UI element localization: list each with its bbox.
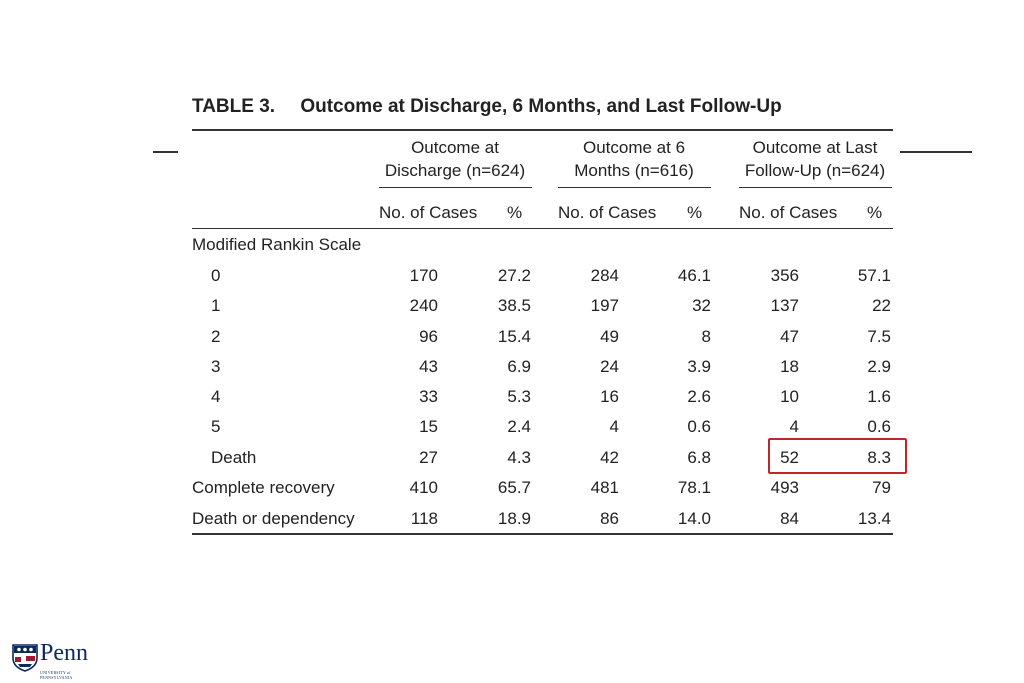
row-label: Death or dependency: [192, 509, 355, 528]
table-cell: 79: [872, 478, 891, 497]
table-cell: 118: [410, 509, 438, 528]
subheader-pct-last-follow-up: %: [867, 203, 883, 222]
row-label: Death: [211, 448, 257, 467]
table-cell: 410: [409, 478, 438, 497]
table-cell: 8.3: [867, 448, 891, 467]
table-cell: 240: [409, 296, 438, 315]
table-cell: 0.6: [687, 417, 711, 436]
row-label: Complete recovery: [192, 478, 335, 497]
table-cell: 6.8: [687, 448, 711, 467]
table-cell: 57.1: [857, 266, 891, 285]
group-header-line1: Outcome at 6: [582, 138, 686, 157]
subheader-cases-last-follow-up: No. of Cases: [739, 203, 838, 222]
table-bottom-rule: [192, 533, 893, 535]
group-header-line2: Months (n=616): [574, 161, 694, 180]
row-label: 1: [211, 296, 221, 315]
group-rule-6-months: [558, 187, 711, 188]
table-cell: 10: [780, 387, 799, 406]
table-cell: 27: [419, 448, 438, 467]
group-header-6-months: [551, 138, 717, 181]
table-cell: 5.3: [507, 387, 531, 406]
table-cell: 2.6: [687, 387, 711, 406]
table-cell: 42: [600, 448, 619, 467]
table-cell: 4: [609, 417, 619, 436]
table-cell: 4.3: [507, 448, 531, 467]
table-cell: 1.6: [867, 387, 891, 406]
table-cell: 356: [770, 266, 799, 285]
logo-subtitle: UNIVERSITY of PENNSYLVANIA: [40, 670, 73, 680]
slide-line-right: [900, 151, 972, 153]
table-cell: 32: [692, 296, 711, 315]
group-header-line2: Discharge (n=624): [384, 161, 526, 180]
table-cell: 24: [600, 357, 619, 376]
table-cell: 13.4: [857, 509, 891, 528]
table-cell: 27.2: [497, 266, 531, 285]
table-cell: 52: [780, 448, 799, 467]
table-cell: 78.1: [677, 478, 711, 497]
table-cell: 0.6: [867, 417, 891, 436]
group-header-last-follow-up: [732, 138, 898, 181]
table-cell: 49: [600, 327, 619, 346]
section-label: Modified Rankin Scale: [192, 235, 362, 254]
group-header-discharge: [372, 138, 538, 181]
table-caption: Outcome at Discharge, 6 Months, and Last Follow-Up: [300, 96, 782, 117]
table-cell: 6.9: [507, 357, 531, 376]
table-label: TABLE 3.: [192, 96, 276, 117]
table-cell: 15: [419, 417, 438, 436]
table-cell: 7.5: [867, 327, 891, 346]
row-label: 4: [211, 387, 221, 406]
table-cell: 65.7: [497, 478, 531, 497]
group-header-line1: Outcome at: [411, 138, 499, 157]
table-cell: 15.4: [497, 327, 531, 346]
row-label: 3: [211, 357, 221, 376]
group-rule-discharge: [379, 187, 532, 188]
subheader-cases-6-months: No. of Cases: [558, 203, 657, 222]
table-cell: 197: [590, 296, 619, 315]
row-label: 2: [211, 327, 221, 346]
highlight-box: [768, 438, 907, 474]
table-cell: 2.9: [867, 357, 891, 376]
subheader-cases-discharge: No. of Cases: [379, 203, 478, 222]
logo-word: Penn: [40, 640, 88, 666]
table-cell: 137: [770, 296, 799, 315]
table-cell: 2.4: [507, 417, 531, 436]
table-cell: 38.5: [497, 296, 531, 315]
subheader-pct-6-months: %: [687, 203, 703, 222]
slide-line-left: [153, 151, 178, 153]
penn-logo: [12, 640, 104, 680]
table-cell: 43: [419, 357, 438, 376]
table-cell: 170: [409, 266, 438, 285]
group-header-line1: Outcome at Last: [752, 138, 878, 157]
table-cell: 33: [419, 387, 438, 406]
table-cell: 22: [872, 296, 891, 315]
table-cell: 16: [600, 387, 619, 406]
table-cell: 96: [419, 327, 438, 346]
row-label: 5: [211, 417, 221, 436]
table-cell: 4: [789, 417, 799, 436]
group-rule-last-follow-up: [739, 187, 892, 188]
table-cell: 14.0: [677, 509, 711, 528]
table-cell: 8: [701, 327, 711, 346]
table-cell: 284: [590, 266, 619, 285]
table-title: [192, 96, 782, 118]
table-cell: 18.9: [497, 509, 531, 528]
table-cell: 86: [600, 509, 619, 528]
table-cell: 47: [780, 327, 799, 346]
subheader-pct-discharge: %: [507, 203, 523, 222]
table-cell: 18: [780, 357, 799, 376]
penn-shield-icon: [12, 644, 38, 672]
table-cell: 46.1: [677, 266, 711, 285]
table-cell: 493: [770, 478, 799, 497]
row-label: 0: [211, 266, 221, 285]
header-bottom-rule: [192, 228, 893, 229]
table-top-rule: [192, 129, 893, 131]
table-cell: 481: [590, 478, 619, 497]
table-cell: 84: [780, 509, 799, 528]
table-cell: 3.9: [687, 357, 711, 376]
group-header-line2: Follow-Up (n=624): [744, 161, 886, 180]
